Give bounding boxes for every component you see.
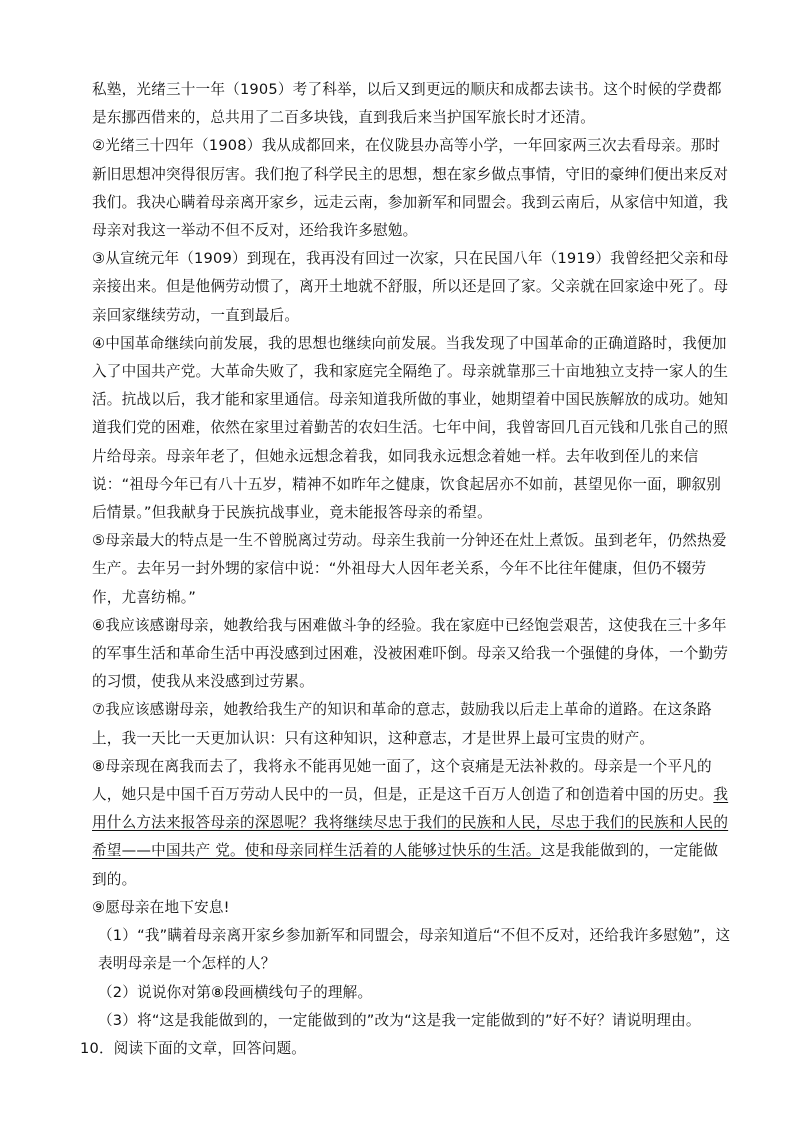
paragraph-7: ⑦我应该感谢母亲，她教给我生产的知识和革命的意志，鼓励我以后走上革命的道路。在这条路上，我一天比一天更加认识：只有这种知识，这种意志，才是世界上最可宝贵的财产。 bbox=[92, 701, 712, 747]
paragraph-8-text: ⑧母亲现在离我而去了，我将永不能再见她一面了，这个哀痛是无法补救的。母亲是一个平凡的人，她只是中国千百万劳动人民中的一员，但是，正是这千百万人创造了和创造着中国的历史。 bbox=[92, 757, 714, 804]
next-question-heading: 10．阅读下面的文章，回答问题。 bbox=[80, 1039, 307, 1057]
question-3: （3）将“这是我能做到的，一定能做到的”改为“这是我一定能做到的”好不好？请说明理由。 bbox=[98, 1011, 701, 1029]
text-body bbox=[80, 76, 732, 1063]
paragraph-4: ④中国革命继续向前发展，我的思想也继续向前发展。当我发现了中国革命的正确道路时，我便加入了中国共产党。大革命失败了，我和家庭完全隔绝了。母亲就靠那三十亩地独立支持一家人的生活。抗战以后，我才能和家里通信。母亲知道我所做的事业，她期望着中国民族解放的成功。她知道我们党的困难，依然在家里过着勤苦的农妇生活。七年中间，我曾寄回几百元钱和几张自己的照片给母亲。母亲年老了，但她永远想念着我，如同我永远想念着她一样。去年收到侄儿的来信说：“祖母今年已有八十五岁，精神不如昨年之健康，饮食起居亦不如前，甚望见你一面，聊叙别后情景。”但我献身于民族抗战事业，竟未能报答母亲的希望。 bbox=[92, 334, 729, 522]
question-1: （1）“我”瞒着母亲离开家乡参加新军和同盟会，母亲知道后“不但不反对，还给我许多慰勉”，这表明母亲是一个怎样的人？ bbox=[98, 927, 731, 973]
paragraph-9: ⑨愿母亲在地下安息! bbox=[92, 898, 230, 916]
paragraph-3: ③从宣统元年（1909）到现在，我再没有回过一次家，只在民国八年（1919）我曾经把父亲和母亲接出来。但是他俩劳动惯了，离开土地就不舒服，所以还是回了家。父亲就在回家途中死了。母亲回家继续劳动，一直到最后。 bbox=[92, 250, 729, 324]
paragraph-8 bbox=[92, 753, 732, 894]
paragraph-1: 私塾，光绪三十一年（1905）考了科举，以后又到更远的顺庆和成都去读书。这个时候的学费都是东挪西借来的，总共用了二百多块钱，直到我后来当护国军旅长时才还清。 bbox=[92, 81, 722, 127]
paragraph-2: ②光绪三十四年（1908）我从成都回来，在仪陇县办高等小学，一年回家两三次去看母亲。那时新旧思想冲突得很厉害。我们抱了科学民主的思想，想在家乡做点事情，守旧的豪绅们便出来反对我们。我决心瞒着母亲离开家乡，远走云南，参加新军和同盟会。我到云南后，从家信中知道，我母亲对我这一举动不但不反对，还给我许多慰勉。 bbox=[92, 137, 729, 240]
question-2: （2）说说你对第⑧段画横线句子的理解。 bbox=[98, 983, 373, 1001]
underlined-sentence: 我用什么方法来报答母亲的深恩呢？我将继续尽忠于我们的民族和人民，尽忠于我们的民族和人民的希望——中国共产 党。使和母亲同样生活着的人能够过快乐的生活。 bbox=[92, 786, 729, 860]
paragraph-6: ⑥我应该感谢母亲，她教给我与困难做斗争的经验。我在家庭中已经饱尝艰苦，这使我在三十多年的军事生活和革命生活中再没感到过困难，没被困难吓倒。母亲又给我一个强健的身体，一个勤劳的习惯，使我从来没感到过劳累。 bbox=[92, 616, 729, 691]
paragraph-5: ⑤母亲最大的特点是一生不曾脱离过劳动。母亲生我前一分钟还在灶上煮饭。虽到老年，仍然热爱生产。去年另一封外甥的家信中说：“外祖母大人因年老关系，今年不比往年健康，但仍不辍劳作，尤喜纺棉。” bbox=[92, 532, 727, 606]
paragraph-8-ending: 这是我能做到的，一定能做到的。 bbox=[92, 842, 719, 888]
